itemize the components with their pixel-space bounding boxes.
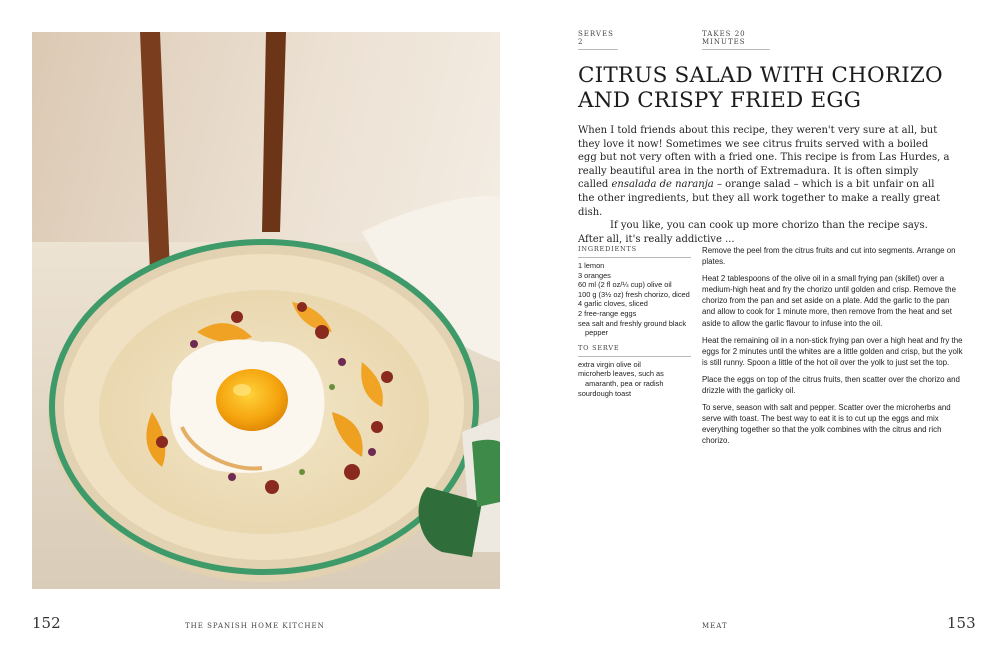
method-step: Remove the peel from the citrus fruits and cut into segments. Arrange on plates. <box>702 246 956 267</box>
recipe-intro <box>578 124 950 246</box>
ingredients-list <box>578 261 691 338</box>
ingredients-column <box>578 245 691 398</box>
method-column <box>702 245 964 453</box>
recipe-photo <box>32 32 500 589</box>
intro-text-italic: ensalada de naranja <box>611 179 714 191</box>
ingredient-item: 3 oranges <box>578 270 611 280</box>
method-step: To serve, season with salt and pepper. Scatter over the microherbs and serve with toast. The best way to eat it is to cut up the eggs and mix everything together so that the yolk combines with the citrus and rich chorizo. <box>702 403 951 446</box>
intro-text-b: – orange salad – which is a bit unfair on all the other ingredients, but they all work together to make a really great dish. <box>578 179 941 218</box>
ingredient-item: 2 free-range eggs <box>578 308 637 318</box>
recipe-title-line-1: CITRUS SALAD WITH CHORIZO <box>578 63 943 88</box>
ingredient-item: sea salt and freshly ground black pepper <box>578 318 687 338</box>
method-step: Heat 2 tablespoons of the olive oil in a small frying pan (skillet) over a medium-high heat and fry the chorizo until golden and crisp. Remove the chorizo from the pan and set aside on a plate. Add the garlic to the pan and allow to cook for 1 minute more, then remove from the heat and set aside to allow the garlic flavour to infuse into the oil. <box>702 274 956 328</box>
book-title-running-head: THE SPANISH HOME KITCHEN <box>185 622 325 630</box>
to-serve-item: microherb leaves, such as amaranth, pea or radish <box>578 369 664 388</box>
to-serve-item: extra virgin olive oil <box>578 359 641 369</box>
method-step: Heat the remaining oil in a non-stick frying pan over a high heat and fry the eggs for 2 minutes until the whites are a little golden and crisp, but the yolk is still runny. Spoon a little of the hot oil over the yolk to just set the top. <box>702 335 963 367</box>
ingredient-item: 4 garlic cloves, sliced <box>578 299 648 309</box>
chapter-running-head: MEAT <box>702 622 728 630</box>
ingredient-item: 60 ml (2 fl oz/¼ cup) olive oil <box>578 280 672 290</box>
serves-label: SERVES 2 <box>578 30 618 50</box>
ingredients-heading: INGREDIENTS <box>578 245 691 258</box>
intro-text-a: When I told friends about this recipe, they weren't very sure at all, but they love it now! Sometimes we see citrus fruits served with a boiled egg but not very often with a fried one. This recipe is from Las Hurdes, a really beautiful area in the north of Extremadura. It is often simply called <box>578 125 950 191</box>
to-serve-list <box>578 360 691 398</box>
method-step: Place the eggs on top of the citrus fruits, then scatter over the chorizo and drizzle with the garlicky oil. <box>702 374 960 396</box>
recipe-title <box>578 63 958 113</box>
fried-egg-salad-photo <box>32 32 500 589</box>
intro-paragraph-2: If you like, you can cook up more chorizo than the recipe says. After all, it's really addictive ... <box>578 220 928 245</box>
ingredient-item: 100 g (3½ oz) fresh chorizo, diced <box>578 289 690 299</box>
recipe-title-line-2: AND CRISPY FRIED EGG <box>578 88 862 113</box>
page-number-left: 152 <box>32 614 61 632</box>
ingredient-item: 1 lemon <box>578 261 605 270</box>
to-serve-heading: TO SERVE <box>578 344 691 357</box>
intro-paragraph-1 <box>578 124 950 219</box>
to-serve-item: sourdough toast <box>578 388 632 398</box>
time-label: TAKES 20 MINUTES <box>702 30 770 50</box>
page-number-right: 153 <box>947 614 976 632</box>
